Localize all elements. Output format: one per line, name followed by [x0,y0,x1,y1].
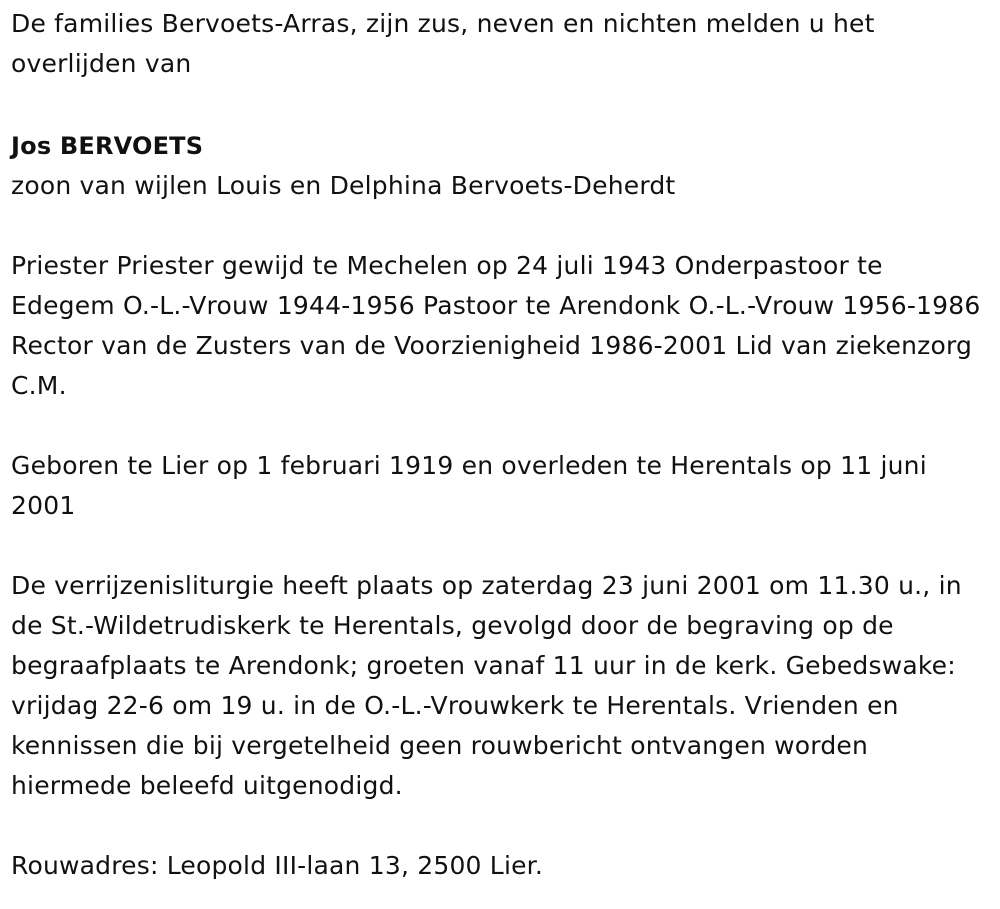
spacer [11,206,993,246]
spacer [11,526,993,566]
deceased-name: Jos BERVOETS [11,132,204,160]
spacer [11,806,993,846]
birth-death-text: Geboren te Lier op 1 februari 1919 en overleden te Herentals op 11 juni 2001 [11,451,927,520]
death-notice [11,4,993,886]
spacer [11,406,993,446]
career-text: Priester Priester gewijd te Mechelen op 24 juli 1943 Onderpastoor te Edegem O.-L.-Vrouw 1944-1956 Pastoor te Arendonk O.-L.-Vrouw 1956-1986 Rector van de Zusters van de Voorzienigheid 1986-2001 Lid van ziekenzorg C.M. [11,251,981,400]
intro-text: De families Bervoets-Arras, zijn zus, neven en nichten melden u het overlijden van [11,9,875,78]
parentage-text: zoon van wijlen Louis en Delphina Bervoets-Deherdt [11,171,676,200]
mourning-address: Rouwadres: Leopold III-laan 13, 2500 Lier. [11,851,543,880]
spacer [11,84,993,124]
ceremony-text: De verrijzenisliturgie heeft plaats op zaterdag 23 juni 2001 om 11.30 u., in de St.-Wildetrudiskerk te Herentals, gevolgd door de begraving op de begraafplaats te Arendonk; groeten vanaf 11 uur in de kerk. Gebedswake: vrijdag 22-6 om 19 u. in de O.-L.-Vrouwkerk te Herentals. Vrienden en kennissen die bij vergetelheid geen rouwbericht ontvangen worden hiermede beleefd uitgenodigd. [11,571,962,800]
